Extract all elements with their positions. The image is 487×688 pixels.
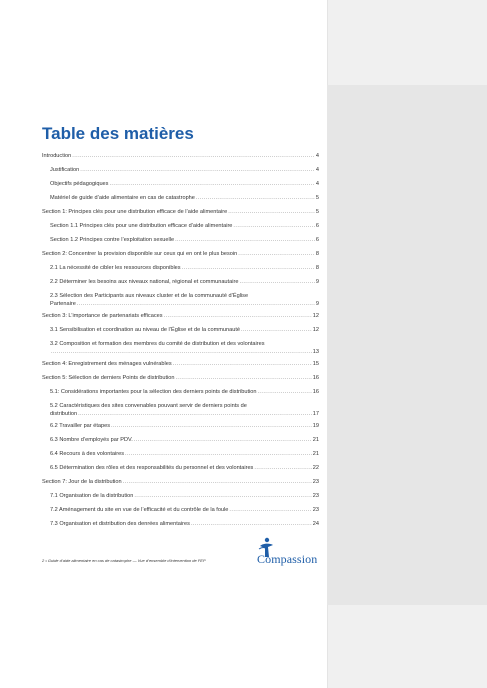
toc-leader-dots [229,506,311,514]
toc-leader-dots [51,348,312,356]
toc-leader-dots [77,300,315,308]
toc-entry[interactable] [50,264,319,272]
toc-leader-dots [134,492,311,500]
toc-leader-dots [191,520,312,528]
toc-page-number: 12 [312,327,319,333]
toc-page-number: 24 [312,521,319,527]
toc-leader-dots [72,152,315,160]
toc-entry-text: 3.2 Composition et formation des membres du comité de distribution et des volontaires [50,341,265,347]
toc-entry[interactable] [42,250,319,258]
toc-entry-text: Section 7: Jour de la distribution [42,479,122,485]
toc-entry[interactable] [50,236,319,244]
toc-entry[interactable] [50,436,319,444]
toc-entry[interactable] [50,292,319,308]
toc-leader-dots [196,194,315,202]
toc-page-number: 16 [312,389,319,395]
toc-leader-dots [233,222,314,230]
logo-wordmark: Compassion [257,552,318,566]
toc-leader-dots [123,478,312,486]
toc-page-number: 4 [315,167,319,173]
toc-page-number: 23 [312,493,319,499]
toc-entry-text: Section 4: Enregistrement des ménages vulnérables [42,361,172,367]
toc-entry[interactable] [42,312,319,320]
toc-page-number: 6 [315,223,319,229]
toc-leader-dots [134,436,312,444]
toc-entry[interactable] [50,450,319,458]
toc-entry[interactable] [50,506,319,514]
toc-page-number: 6 [315,237,319,243]
toc-page-number: 22 [312,465,319,471]
toc-page-number: 8 [315,265,319,271]
toc-entry[interactable] [50,464,319,472]
toc-leader-dots [111,422,312,430]
toc-entry-text: Section 3: L’importance de partenariats efficaces [42,313,163,319]
toc-leader-dots [164,312,312,320]
toc-entry[interactable] [42,374,319,382]
toc-leader-dots [182,264,315,272]
toc-entry-text: Section 1: Principes clés pour une distribution efficace de l’aide alimentaire [42,209,228,215]
toc-entry-text-continued: distribution [50,411,78,417]
toc-entry[interactable] [50,326,319,334]
toc-leader-dots [175,374,311,382]
toc-entry[interactable] [50,520,319,528]
toc-entry[interactable] [42,360,319,368]
toc-entry[interactable] [50,194,319,202]
toc-page-number: 4 [315,181,319,187]
toc-entry-text: 6.5 Détermination des rôles et des responsabilités du personnel et des volontaires [50,465,254,471]
toc-page-number: 17 [312,411,319,417]
toc-entry[interactable] [50,278,319,286]
toc-leader-dots [228,208,315,216]
toc-entry-text: 6.2 Travailler par étapes [50,423,111,429]
toc-leader-dots [173,360,312,368]
toc-entry-text: Section 2: Concentrer la provision disponible sur ceux qui en ont le plus besoin [42,251,238,257]
toc-entry[interactable] [50,340,319,356]
toc-entry[interactable] [50,222,319,230]
toc-entry-text: 3.1 Sensibilisation et coordination au niveau de l’Église et de la communauté [50,327,240,333]
toc-entry[interactable] [42,478,319,486]
toc-leader-dots [78,410,312,418]
toc-entry[interactable] [50,180,319,188]
toc-page-number: 5 [315,195,319,201]
toc-entry-text: 7.1 Organisation de la distribution [50,493,134,499]
toc-title: Table des matières [42,124,194,143]
toc-page-number: 4 [315,153,319,159]
toc-entry-text: 5.2 Caractéristiques des sites convenables pouvant servir de derniers points de [50,403,247,409]
toc-entry-text-continued: Partenaire [50,301,76,307]
toc-entry[interactable] [42,152,319,160]
toc-page-number: 16 [312,375,319,381]
toc-entry-text: 7.3 Organisation et distribution des denrées alimentaires [50,521,190,527]
toc-entry-text: 2.1 La nécessité de cibler les ressources disponibles [50,265,181,271]
toc-leader-dots [254,464,311,472]
toc-entry-text: 2.3 Sélection des Participants aux niveaux cluster et de la communauté d’Église [50,293,249,299]
toc-entry-text: Section 5: Sélection de derniers Points de distribution [42,375,175,381]
toc-entry-text: 7.2 Aménagement du site en vue de l’efficacité et du contrôle de la foule [50,507,229,513]
toc-page-number: 23 [312,479,319,485]
toc-entry-text: Matériel de guide d’aide alimentaire en cas de catastrophe [50,195,195,201]
toc-leader-dots [175,236,315,244]
toc-page-number: 13 [312,349,319,355]
toc-entry[interactable] [42,208,319,216]
toc-page-number: 21 [312,437,319,443]
toc-page-number: 19 [312,423,319,429]
toc-page-number: 9 [315,279,319,285]
toc-page-number: 5 [315,209,319,215]
toc-entry-text: Justification [50,167,80,173]
toc-leader-dots [257,388,311,396]
toc-leader-dots [125,450,312,458]
toc-leader-dots [109,180,314,188]
toc-entry[interactable] [50,166,319,174]
compassion-logo [253,537,323,567]
toc-leader-dots [239,278,314,286]
toc-leader-dots [238,250,315,258]
toc-page-number: 15 [312,361,319,367]
page-footer: 2 • Guide d’aide alimentaire en cas de catastrophe — Vue d’ensemble d’intervention de FEP [42,558,206,563]
toc-page-number: 8 [315,251,319,257]
comment-balloon[interactable] [327,85,487,605]
toc-entry[interactable] [50,402,319,418]
toc-leader-dots [241,326,312,334]
toc-entry-text: 5.1: Considérations importantes pour la sélection des derniers points de distribution [50,389,257,395]
toc-page-number: 12 [312,313,319,319]
toc-entry[interactable] [50,422,319,430]
toc-entry-text: 6.4 Recours à des volontaires [50,451,125,457]
toc-entry-text: Objectifs pédagogiques [50,181,109,187]
toc-entry[interactable] [50,388,319,396]
toc-page-number: 9 [315,301,319,307]
toc-entry-text: Section 1.1 Principes clés pour une distribution efficace d’aide alimentaire [50,223,233,229]
toc-page-number: 23 [312,507,319,513]
toc-entry[interactable] [50,492,319,500]
toc-page-number: 21 [312,451,319,457]
toc-entry-text: Section 1.2 Principes contre l’exploitation sexuelle [50,237,175,243]
toc-leader-dots [80,166,315,174]
toc-entry-text: 6.3 Nombre d’employés par PDV. [50,437,133,443]
toc-entry-text: Introduction [42,153,72,159]
toc-entry-text: 2.2 Déterminer les besoins aux niveaux national, régional et communautaire [50,279,239,285]
